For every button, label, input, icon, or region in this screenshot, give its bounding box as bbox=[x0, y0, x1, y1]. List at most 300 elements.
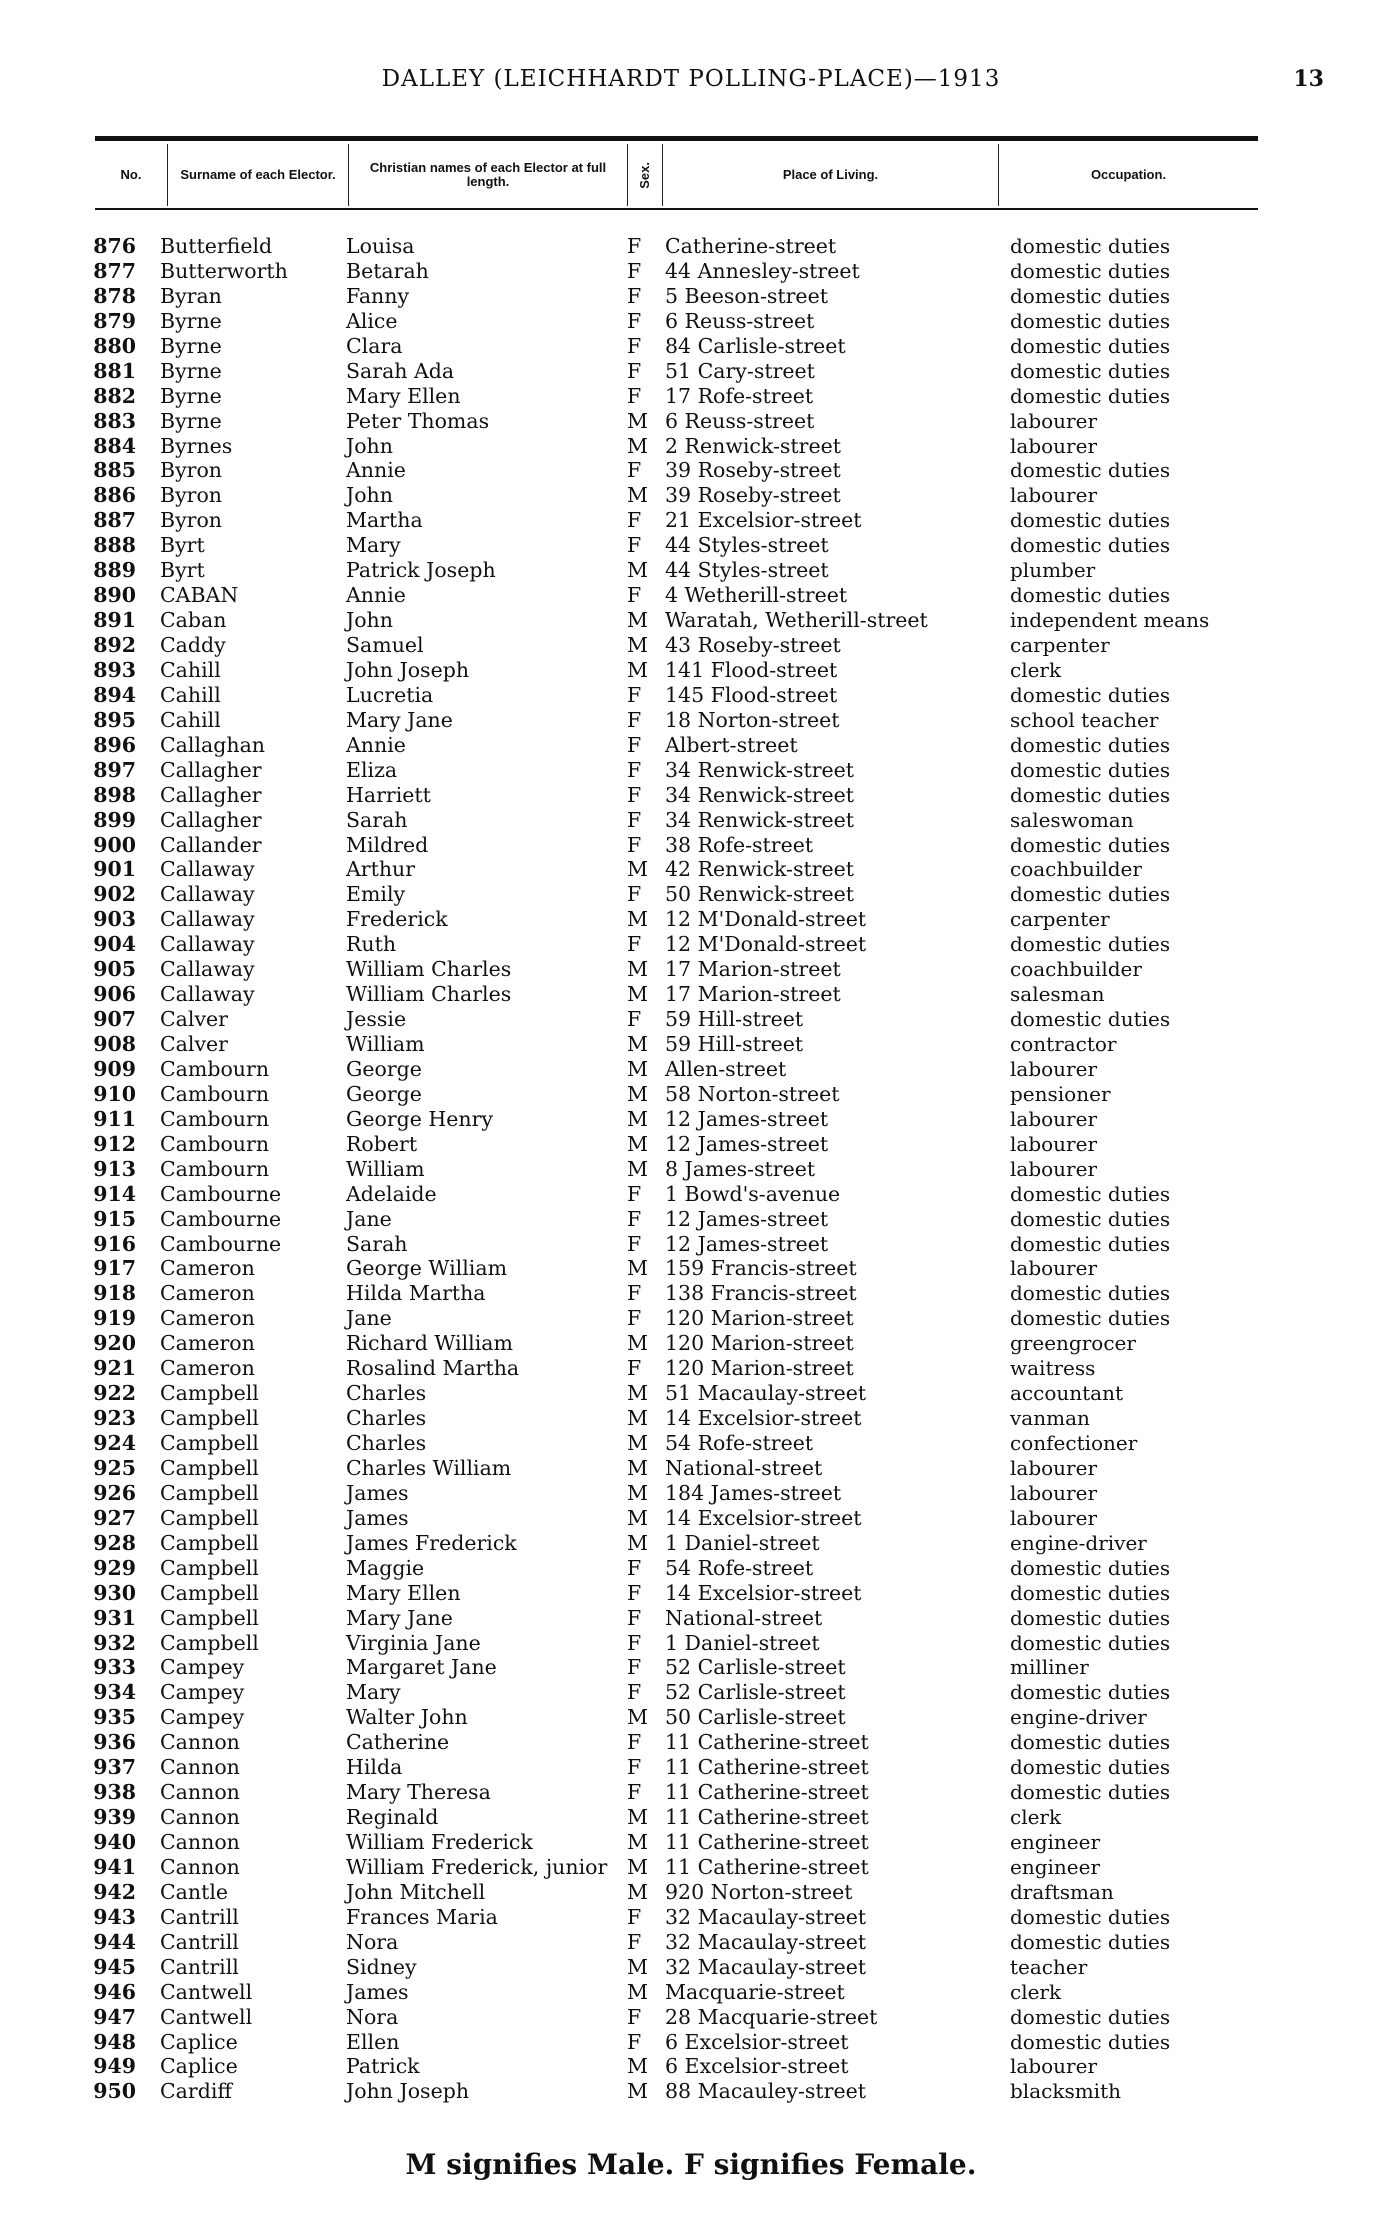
elector-place-of-living: 17 Marion-street bbox=[665, 982, 841, 1007]
elector-place-of-living: 120 Marion-street bbox=[665, 1306, 854, 1331]
elector-sex: F bbox=[627, 583, 642, 608]
elector-occupation: labourer bbox=[1010, 1156, 1098, 1181]
elector-occupation: clerk bbox=[1010, 1979, 1062, 2004]
elector-occupation: domestic duties bbox=[1010, 1580, 1171, 1605]
elector-christian-names: Margaret Jane bbox=[346, 1655, 497, 1680]
table-row bbox=[0, 458, 1382, 483]
table-row bbox=[0, 1456, 1382, 1481]
elector-christian-names: Ruth bbox=[346, 932, 397, 957]
elector-place-of-living: Albert-street bbox=[665, 732, 798, 757]
elector-christian-names: Sarah bbox=[346, 807, 408, 832]
elector-occupation: domestic duties bbox=[1010, 2004, 1171, 2029]
table-row bbox=[0, 932, 1382, 957]
elector-christian-names: John bbox=[346, 433, 393, 458]
elector-number: 940 bbox=[93, 1830, 136, 1854]
elector-number: 880 bbox=[93, 333, 136, 358]
page-header bbox=[0, 66, 1382, 106]
elector-place-of-living: 28 Macquarie-street bbox=[665, 2004, 878, 2029]
elector-sex: F bbox=[627, 1555, 642, 1580]
elector-number: 944 bbox=[93, 1929, 136, 1954]
elector-surname: Cambourne bbox=[160, 1231, 282, 1256]
elector-place-of-living: 42 Renwick-street bbox=[665, 857, 855, 882]
elector-number: 947 bbox=[93, 2004, 136, 2029]
elector-sex: F bbox=[627, 1780, 642, 1805]
elector-place-of-living: 43 Roseby-street bbox=[665, 633, 841, 657]
elector-number: 890 bbox=[93, 583, 136, 608]
elector-sex: M bbox=[627, 1032, 648, 1056]
electors-table bbox=[0, 234, 1382, 2104]
elector-sex: F bbox=[627, 882, 642, 907]
elector-occupation: engineer bbox=[1010, 1854, 1101, 1879]
elector-christian-names: Mary Jane bbox=[346, 1605, 453, 1630]
elector-occupation: domestic duties bbox=[1010, 2029, 1171, 2054]
table-row bbox=[0, 409, 1382, 434]
elector-sex: F bbox=[627, 1904, 642, 1929]
table-row bbox=[0, 1406, 1382, 1431]
elector-sex: F bbox=[627, 832, 642, 857]
elector-number: 928 bbox=[93, 1530, 136, 1555]
elector-occupation: domestic duties bbox=[1010, 508, 1171, 533]
elector-surname: Cantwell bbox=[160, 1979, 253, 2004]
elector-number: 878 bbox=[93, 283, 136, 308]
elector-occupation: labourer bbox=[1010, 433, 1098, 458]
elector-number: 902 bbox=[93, 882, 136, 907]
elector-number: 945 bbox=[93, 1954, 136, 1979]
elector-occupation: domestic duties bbox=[1010, 1007, 1171, 1032]
elector-sex: M bbox=[627, 1406, 648, 1431]
elector-sex: F bbox=[627, 1007, 642, 1032]
elector-number: 934 bbox=[93, 1680, 136, 1705]
elector-surname: Cannon bbox=[160, 1805, 240, 1830]
elector-christian-names: Alice bbox=[346, 308, 398, 333]
elector-occupation: domestic duties bbox=[1010, 283, 1171, 308]
elector-place-of-living: 184 James-street bbox=[665, 1480, 842, 1505]
elector-christian-names: Frederick bbox=[346, 907, 448, 932]
elector-number: 921 bbox=[93, 1356, 136, 1381]
elector-sex: F bbox=[627, 1605, 642, 1630]
table-row bbox=[0, 833, 1382, 858]
elector-sex: M bbox=[627, 1480, 648, 1505]
elector-surname: Byrne bbox=[160, 308, 222, 333]
elector-surname: Campbell bbox=[160, 1580, 259, 1605]
elector-occupation: waitress bbox=[1010, 1356, 1096, 1381]
elector-place-of-living: 6 Reuss-street bbox=[665, 408, 815, 433]
table-row bbox=[0, 608, 1382, 633]
elector-surname: Campbell bbox=[160, 1555, 259, 1580]
elector-occupation: domestic duties bbox=[1010, 1605, 1171, 1630]
elector-number: 912 bbox=[93, 1131, 136, 1156]
elector-occupation: draftsman bbox=[1010, 1879, 1114, 1904]
elector-place-of-living: 34 Renwick-street bbox=[665, 757, 855, 782]
table-row bbox=[0, 533, 1382, 558]
elector-sex: F bbox=[627, 757, 642, 782]
elector-number: 935 bbox=[93, 1705, 136, 1730]
elector-surname: Caplice bbox=[160, 2029, 238, 2054]
table-row bbox=[0, 558, 1382, 583]
elector-surname: Cantle bbox=[160, 1879, 229, 1904]
elector-occupation: domestic duties bbox=[1010, 1181, 1171, 1206]
elector-occupation: labourer bbox=[1010, 1455, 1098, 1480]
elector-christian-names: John Joseph bbox=[346, 2079, 470, 2104]
elector-number: 930 bbox=[93, 1580, 136, 1605]
elector-christian-names: Rosalind Martha bbox=[346, 1356, 520, 1381]
elector-number: 879 bbox=[93, 308, 136, 333]
elector-surname: Cantrill bbox=[160, 1929, 239, 1954]
elector-surname: Cannon bbox=[160, 1830, 240, 1854]
elector-surname: Byrnes bbox=[160, 433, 233, 458]
elector-surname: Callagher bbox=[160, 782, 262, 807]
elector-number: 926 bbox=[93, 1480, 136, 1505]
elector-sex: F bbox=[627, 1206, 642, 1231]
elector-occupation: domestic duties bbox=[1010, 1680, 1171, 1705]
table-row bbox=[0, 1631, 1382, 1656]
elector-number: 943 bbox=[93, 1904, 136, 1929]
elector-number: 896 bbox=[93, 732, 136, 757]
table-row bbox=[0, 1506, 1382, 1531]
elector-place-of-living: 120 Marion-street bbox=[665, 1356, 854, 1381]
elector-number: 924 bbox=[93, 1431, 136, 1455]
elector-surname: Cameron bbox=[160, 1331, 255, 1356]
elector-surname: Butterworth bbox=[160, 258, 288, 283]
table-row bbox=[0, 259, 1382, 284]
elector-surname: Campbell bbox=[160, 1431, 259, 1455]
elector-place-of-living: 159 Francis-street bbox=[665, 1256, 857, 1281]
elector-sex: M bbox=[627, 1830, 648, 1854]
table-row bbox=[0, 284, 1382, 309]
elector-surname: Byrt bbox=[160, 558, 205, 583]
elector-occupation: milliner bbox=[1010, 1655, 1089, 1680]
elector-christian-names: William bbox=[346, 1032, 425, 1056]
column-header-surname: Surname of each Elector. bbox=[180, 166, 336, 182]
elector-number: 893 bbox=[93, 657, 136, 682]
elector-christian-names: James bbox=[346, 1480, 409, 1505]
elector-sex: M bbox=[627, 1381, 648, 1406]
elector-christian-names: Betarah bbox=[346, 258, 429, 283]
elector-occupation: domestic duties bbox=[1010, 1555, 1171, 1580]
elector-occupation: engine-driver bbox=[1010, 1705, 1147, 1730]
elector-place-of-living: 6 Reuss-street bbox=[665, 308, 815, 333]
elector-number: 946 bbox=[93, 1979, 136, 2004]
elector-number: 949 bbox=[93, 2054, 136, 2079]
elector-place-of-living: 59 Hill-street bbox=[665, 1007, 804, 1032]
elector-occupation: domestic duties bbox=[1010, 458, 1171, 483]
table-row bbox=[0, 1232, 1382, 1257]
elector-number: 914 bbox=[93, 1181, 136, 1206]
elector-christian-names: James Frederick bbox=[346, 1530, 517, 1555]
elector-occupation: domestic duties bbox=[1010, 932, 1171, 957]
elector-surname: Caban bbox=[160, 608, 227, 633]
elector-christian-names: Patrick bbox=[346, 2054, 420, 2079]
elector-surname: Cambourn bbox=[160, 1106, 270, 1131]
elector-place-of-living: 14 Excelsior-street bbox=[665, 1580, 862, 1605]
elector-sex: F bbox=[627, 1755, 642, 1780]
elector-number: 883 bbox=[93, 408, 136, 433]
elector-place-of-living: National-street bbox=[665, 1605, 823, 1630]
table-row bbox=[0, 2054, 1382, 2079]
elector-number: 933 bbox=[93, 1655, 136, 1680]
elector-number: 941 bbox=[93, 1854, 136, 1879]
elector-sex: F bbox=[627, 383, 642, 408]
elector-number: 877 bbox=[93, 258, 136, 283]
elector-number: 936 bbox=[93, 1730, 136, 1755]
elector-occupation: domestic duties bbox=[1010, 358, 1171, 383]
elector-place-of-living: Macquarie-street bbox=[665, 1979, 845, 2004]
elector-surname: Cameron bbox=[160, 1306, 255, 1331]
elector-occupation: greengrocer bbox=[1010, 1331, 1136, 1356]
elector-sex: F bbox=[627, 682, 642, 707]
elector-place-of-living: 51 Macaulay-street bbox=[665, 1381, 867, 1406]
elector-number: 917 bbox=[93, 1256, 136, 1281]
elector-surname: Cambourne bbox=[160, 1181, 282, 1206]
elector-surname: Byron bbox=[160, 483, 222, 508]
elector-christian-names: Mary bbox=[346, 533, 401, 558]
elector-occupation: domestic duties bbox=[1010, 533, 1171, 558]
elector-place-of-living: 39 Roseby-street bbox=[665, 458, 841, 483]
elector-occupation: plumber bbox=[1010, 558, 1096, 583]
elector-sex: M bbox=[627, 1455, 648, 1480]
elector-christian-names: Fanny bbox=[346, 283, 410, 308]
elector-surname: Campbell bbox=[160, 1630, 259, 1655]
elector-number: 948 bbox=[93, 2029, 136, 2054]
table-row bbox=[0, 309, 1382, 334]
elector-occupation: domestic duties bbox=[1010, 1281, 1171, 1306]
table-row bbox=[0, 1057, 1382, 1082]
elector-place-of-living: 141 Flood-street bbox=[665, 657, 838, 682]
elector-number: 919 bbox=[93, 1306, 136, 1331]
elector-sex: M bbox=[627, 907, 648, 932]
elector-occupation: domestic duties bbox=[1010, 732, 1171, 757]
elector-occupation: domestic duties bbox=[1010, 882, 1171, 907]
column-header-sex-wrap bbox=[628, 144, 662, 206]
elector-place-of-living: 11 Catherine-street bbox=[665, 1730, 869, 1755]
elector-occupation: engineer bbox=[1010, 1830, 1101, 1854]
elector-christian-names: Ellen bbox=[346, 2029, 400, 2054]
elector-sex: M bbox=[627, 857, 648, 882]
elector-sex: M bbox=[627, 1431, 648, 1455]
elector-sex: F bbox=[627, 1655, 642, 1680]
table-row bbox=[0, 334, 1382, 359]
elector-christian-names: George bbox=[346, 1081, 422, 1106]
elector-place-of-living: 52 Carlisle-street bbox=[665, 1680, 846, 1705]
elector-christian-names: Sarah Ada bbox=[346, 358, 455, 383]
elector-christian-names: Harriett bbox=[346, 782, 431, 807]
elector-occupation: coachbuilder bbox=[1010, 957, 1142, 982]
elector-number: 937 bbox=[93, 1755, 136, 1780]
elector-occupation: domestic duties bbox=[1010, 1306, 1171, 1331]
elector-christian-names: Virginia Jane bbox=[346, 1630, 481, 1655]
elector-place-of-living: 50 Renwick-street bbox=[665, 882, 855, 907]
elector-place-of-living: 11 Catherine-street bbox=[665, 1854, 869, 1879]
elector-christian-names: William bbox=[346, 1156, 425, 1181]
elector-number: 882 bbox=[93, 383, 136, 408]
elector-christian-names: Mildred bbox=[346, 832, 429, 857]
elector-christian-names: Eliza bbox=[346, 757, 398, 782]
elector-place-of-living: 84 Carlisle-street bbox=[665, 333, 846, 358]
elector-occupation: domestic duties bbox=[1010, 1929, 1171, 1954]
elector-occupation: labourer bbox=[1010, 408, 1098, 433]
elector-christian-names: Annie bbox=[346, 583, 406, 608]
elector-place-of-living: 58 Norton-street bbox=[665, 1081, 840, 1106]
table-row bbox=[0, 1107, 1382, 1132]
elector-sex: M bbox=[627, 483, 648, 508]
elector-number: 889 bbox=[93, 558, 136, 583]
elector-number: 898 bbox=[93, 782, 136, 807]
elector-occupation: accountant bbox=[1010, 1381, 1124, 1406]
elector-number: 939 bbox=[93, 1805, 136, 1830]
elector-sex: M bbox=[627, 1505, 648, 1530]
elector-christian-names: Jane bbox=[346, 1306, 392, 1331]
elector-christian-names: Arthur bbox=[346, 857, 416, 882]
elector-surname: Campbell bbox=[160, 1480, 259, 1505]
elector-number: 918 bbox=[93, 1281, 136, 1306]
elector-occupation: domestic duties bbox=[1010, 832, 1171, 857]
table-row bbox=[0, 1207, 1382, 1232]
elector-occupation: domestic duties bbox=[1010, 1630, 1171, 1655]
elector-sex: M bbox=[627, 1979, 648, 2004]
table-row bbox=[0, 1705, 1382, 1730]
column-header-occupation: Occupation. bbox=[1090, 166, 1167, 182]
elector-place-of-living: 54 Rofe-street bbox=[665, 1431, 814, 1455]
table-row bbox=[0, 1082, 1382, 1107]
elector-sex: M bbox=[627, 1106, 648, 1131]
elector-number: 906 bbox=[93, 982, 136, 1007]
table-row bbox=[0, 1805, 1382, 1830]
elector-number: 910 bbox=[93, 1081, 136, 1106]
elector-place-of-living: 54 Rofe-street bbox=[665, 1555, 814, 1580]
elector-christian-names: Walter John bbox=[346, 1705, 468, 1730]
table-row bbox=[0, 783, 1382, 808]
table-row bbox=[0, 1256, 1382, 1281]
elector-occupation: domestic duties bbox=[1010, 1780, 1171, 1805]
elector-christian-names: Patrick Joseph bbox=[346, 558, 496, 583]
elector-place-of-living: 12 M'Donald-street bbox=[665, 907, 867, 932]
elector-surname: Cardiff bbox=[160, 2079, 232, 2104]
table-row bbox=[0, 1531, 1382, 1556]
elector-place-of-living: 120 Marion-street bbox=[665, 1331, 854, 1356]
table-row bbox=[0, 708, 1382, 733]
elector-surname: Byron bbox=[160, 508, 222, 533]
elector-surname: Campbell bbox=[160, 1530, 259, 1555]
elector-sex: M bbox=[627, 957, 648, 982]
elector-surname: Campbell bbox=[160, 1406, 259, 1431]
table-row bbox=[0, 359, 1382, 384]
elector-occupation: coachbuilder bbox=[1010, 857, 1142, 882]
elector-occupation: domestic duties bbox=[1010, 258, 1171, 283]
elector-place-of-living: 6 Excelsior-street bbox=[665, 2054, 849, 2079]
elector-occupation: labourer bbox=[1010, 1256, 1098, 1281]
elector-place-of-living: 14 Excelsior-street bbox=[665, 1406, 862, 1431]
elector-surname: Campey bbox=[160, 1655, 245, 1680]
table-row bbox=[0, 1032, 1382, 1057]
elector-number: 900 bbox=[93, 832, 136, 857]
table-row bbox=[0, 1157, 1382, 1182]
table-row bbox=[0, 1930, 1382, 1955]
elector-number: 920 bbox=[93, 1331, 136, 1356]
elector-christian-names: Martha bbox=[346, 508, 423, 533]
elector-occupation: domestic duties bbox=[1010, 1730, 1171, 1755]
elector-place-of-living: 5 Beeson-street bbox=[665, 283, 828, 308]
table-row bbox=[0, 1381, 1382, 1406]
elector-surname: Cantrill bbox=[160, 1954, 239, 1979]
elector-occupation: domestic duties bbox=[1010, 1206, 1171, 1231]
elector-sex: M bbox=[627, 608, 648, 633]
elector-number: 950 bbox=[93, 2079, 136, 2104]
elector-sex: F bbox=[627, 1580, 642, 1605]
elector-sex: M bbox=[627, 1131, 648, 1156]
table-row bbox=[0, 982, 1382, 1007]
elector-surname: Campbell bbox=[160, 1605, 259, 1630]
elector-christian-names: Sidney bbox=[346, 1954, 417, 1979]
elector-surname: Cannon bbox=[160, 1780, 240, 1805]
elector-surname: Callagher bbox=[160, 807, 262, 832]
elector-number: 876 bbox=[93, 234, 136, 258]
elector-christian-names: Emily bbox=[346, 882, 406, 907]
column-header-place: Place of Living. bbox=[782, 166, 879, 182]
table-row bbox=[0, 857, 1382, 882]
elector-place-of-living: 44 Annesley-street bbox=[665, 258, 860, 283]
elector-surname: Cannon bbox=[160, 1755, 240, 1780]
elector-sex: M bbox=[627, 1056, 648, 1081]
elector-place-of-living: 138 Francis-street bbox=[665, 1281, 857, 1306]
elector-number: 915 bbox=[93, 1206, 136, 1231]
elector-place-of-living: 51 Cary-street bbox=[665, 358, 815, 383]
elector-surname: Cameron bbox=[160, 1356, 255, 1381]
elector-number: 886 bbox=[93, 483, 136, 508]
elector-number: 895 bbox=[93, 707, 136, 732]
elector-christian-names: John Mitchell bbox=[346, 1879, 486, 1904]
elector-place-of-living: 39 Roseby-street bbox=[665, 483, 841, 508]
elector-number: 911 bbox=[93, 1106, 136, 1131]
elector-number: 888 bbox=[93, 533, 136, 558]
elector-place-of-living: 34 Renwick-street bbox=[665, 782, 855, 807]
elector-christian-names: Catherine bbox=[346, 1730, 450, 1755]
elector-surname: Callaway bbox=[160, 957, 255, 982]
elector-sex: M bbox=[627, 1954, 648, 1979]
elector-occupation: vanman bbox=[1010, 1406, 1090, 1431]
table-row bbox=[0, 1755, 1382, 1780]
elector-sex: M bbox=[627, 433, 648, 458]
elector-sex: F bbox=[627, 333, 642, 358]
elector-occupation: domestic duties bbox=[1010, 1755, 1171, 1780]
elector-surname: Calver bbox=[160, 1032, 228, 1056]
elector-surname: Butterfield bbox=[160, 234, 273, 258]
elector-christian-names: Hilda Martha bbox=[346, 1281, 486, 1306]
elector-christian-names: Annie bbox=[346, 732, 406, 757]
elector-occupation: domestic duties bbox=[1010, 583, 1171, 608]
table-row bbox=[0, 808, 1382, 833]
elector-surname: Byron bbox=[160, 458, 222, 483]
elector-place-of-living: 32 Macaulay-street bbox=[665, 1929, 867, 1954]
elector-place-of-living: Waratah, Wetherill-street bbox=[665, 608, 928, 633]
elector-occupation: labourer bbox=[1010, 1480, 1098, 1505]
elector-sex: F bbox=[627, 1630, 642, 1655]
elector-surname: Cantwell bbox=[160, 2004, 253, 2029]
elector-sex: M bbox=[627, 558, 648, 583]
elector-christian-names: William Frederick bbox=[346, 1830, 533, 1854]
elector-christian-names: Adelaide bbox=[346, 1181, 437, 1206]
elector-place-of-living: 44 Styles-street bbox=[665, 558, 829, 583]
elector-surname: Callaway bbox=[160, 982, 255, 1007]
elector-sex: M bbox=[627, 982, 648, 1007]
elector-number: 913 bbox=[93, 1156, 136, 1181]
table-top-rule bbox=[95, 136, 1258, 141]
elector-place-of-living: 17 Marion-street bbox=[665, 957, 841, 982]
elector-christian-names: Louisa bbox=[346, 234, 415, 258]
table-row bbox=[0, 1655, 1382, 1680]
table-row bbox=[0, 508, 1382, 533]
elector-surname: Cantrill bbox=[160, 1904, 239, 1929]
elector-sex: F bbox=[627, 1181, 642, 1206]
